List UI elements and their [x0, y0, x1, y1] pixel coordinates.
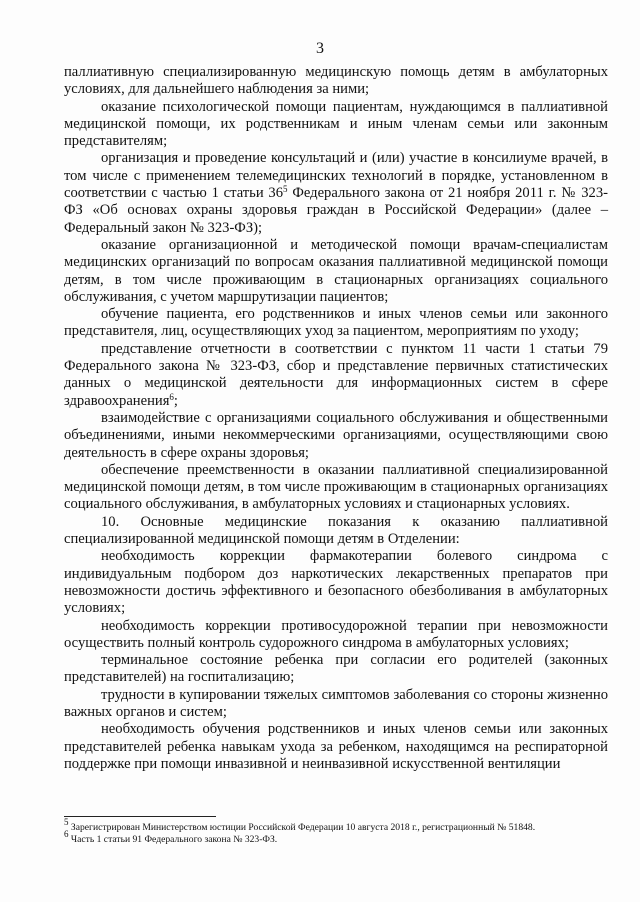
paragraph: обучение пациента, его родственников и иных членов семьи или законного представителя, лиц, осуществляющих уход за пациентом, мероприятиям по уходу; [64, 306, 608, 340]
paragraph: представление отчетности в соответствии с пунктом 11 части 1 статьи 79 Федерального закона № 323-ФЗ, сбор и представление первичных статистических данных о медицинской деятельности для информационных систем в сфере здравоохранения$^6$; [64, 340, 608, 409]
paragraph: оказание организационной и методической помощи врачам-специалистам медицинских организаций по вопросам оказания паллиативной медицинской помощи детям, в том числе проживающим в стационарных организациях социального обслуживания, с учетом маршрутизации пациентов; [64, 236, 608, 305]
paragraph: терминальное состояние ребенка при согласии его родителей (законных представителей) на госпитализацию; [64, 652, 608, 686]
paragraph: организация и проведение консультаций и (или) участие в консилиуме врачей, в том числе с применением телемедицинских технологий в порядке, установленном в соответствии с частью 1 статьи $36^5$ Федерального закона от 21 ноября 2011 г. № 323-ФЗ «Об основах охраны здоровья граждан в Российской Федерации» (далее – Федеральный закон № 323-ФЗ); [64, 150, 608, 236]
paragraph: необходимость обучения родственников и иных членов семьи или законных представителей ребенка навыкам ухода за ребенком, находящимся на респираторной поддержке при помощи инвазивной и неинвазивной искусственной вентиляции [64, 721, 608, 772]
footnote-ref: 6 [169, 391, 174, 402]
document-body [64, 64, 608, 773]
footnote: $^5$ Зарегистрирован Министерством юстиции Российской Федерации 10 августа 2018 г., регистрационный № 51848. [64, 817, 536, 833]
footnote-divider [64, 816, 216, 817]
paragraph: трудности в купировании тяжелых симптомов заболевания со стороны жизненно важных органов и систем; [64, 686, 608, 720]
footnote: $^6$ Часть 1 статьи 91 Федерального закона № 323-ФЗ. [64, 829, 278, 845]
paragraph: необходимость коррекции противосудорожной терапии при невозможности осуществить полный контроль судорожного синдрома в амбулаторных условиях; [64, 617, 608, 651]
paragraph: обеспечение преемственности в оказании паллиативной специализированной медицинской помощи детям, в том числе проживающим в стационарных организациях социального обслуживания, в амбулаторных условиях и стационарных условиях. [64, 461, 608, 513]
paragraph: необходимость коррекции фармакотерапии болевого синдрома с индивидуальным подбором доз наркотических лекарственных препаратов при невозможности достичь эффективного и безопасного обезболивания в амбулаторных условиях; [64, 548, 608, 617]
paragraph: оказание психологической помощи пациентам, нуждающимся в паллиативной медицинской помощи, их родственникам и иным членам семьи или законным представителям; [64, 98, 608, 150]
paragraph: взаимодействие с организациями социального обслуживания и общественными объединениями, иными некоммерческими организациями, осуществляющими свою деятельность в сфере охраны здоровья; [64, 409, 608, 461]
paragraph: паллиативную специализированную медицинскую помощь детям в амбулаторных условиях, для дальнейшего наблюдения за ними; [64, 64, 608, 98]
page-number: 3 [316, 40, 324, 57]
section-heading-paragraph: 10. Основные медицинские показания к оказанию паллиативной специализированной медицинской помощи детям в Отделении: [64, 513, 608, 548]
footnote-ref: 5 [283, 184, 288, 195]
